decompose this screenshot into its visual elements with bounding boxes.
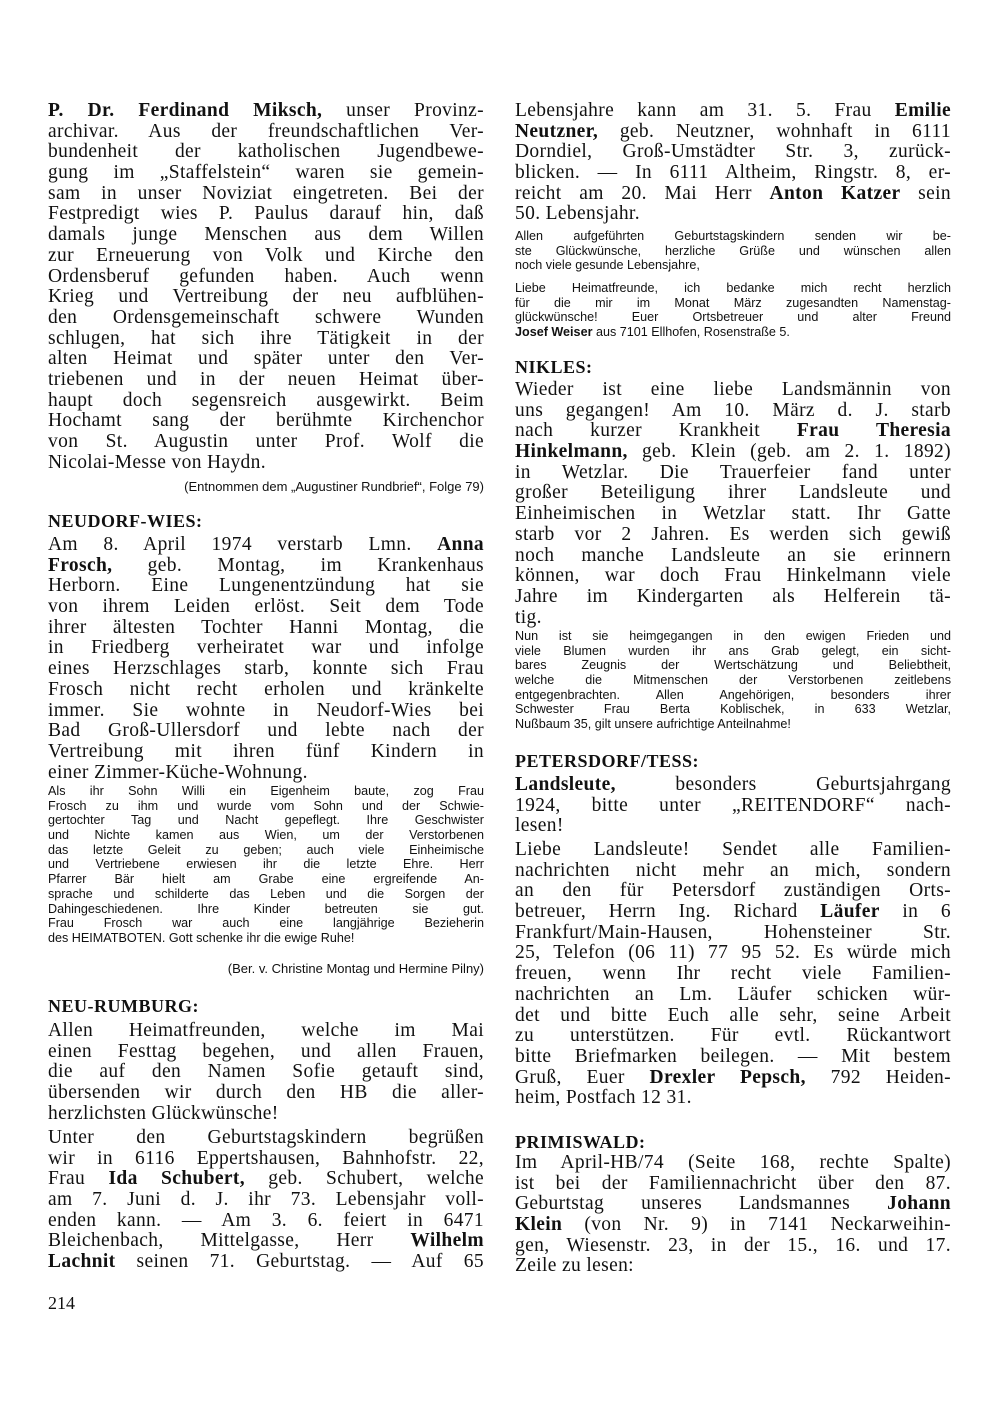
text-segment: blicken. — In 6111 Altheim, Ringstr. 8, er- — [515, 163, 951, 184]
text-segment: zu unterstützen. Für evtl. Rückantwort — [515, 1026, 951, 1047]
text-segment: an den für Petersdorf zuständigen Orts- — [515, 881, 951, 902]
bold-name: Neutzner, — [515, 121, 599, 142]
text-segment: alten Heimat und später unter den Ver- — [48, 349, 484, 370]
text-line — [48, 1128, 484, 1149]
text-segment: lesen! — [515, 816, 564, 837]
text-segment: Herborn. Eine Lungenentzündung hat sie — [48, 576, 484, 597]
text-segment: in Friedberg verheiratet war und infolge — [48, 638, 484, 659]
text-segment: enden kann. — Am 3. 6. feiert in 6471 — [48, 1210, 484, 1231]
text-line — [48, 225, 484, 246]
text-segment: Geburtstag unseres Landsmannes — [515, 1194, 888, 1215]
text-segment: Liebe Heimatfreunde, ich bedanke mich recht herzlich — [515, 281, 951, 295]
text-segment: det und bitte Euch alle sehr, seine Arbeit — [515, 1005, 951, 1026]
nikles-small — [515, 629, 951, 732]
text-line — [48, 370, 484, 391]
bold-name: Drexler Pepsch, — [649, 1067, 806, 1088]
text-segment: triebenen und in der neuen Heimat über- — [48, 369, 484, 390]
bold-name: Josef Weiser — [515, 325, 593, 340]
text-line — [48, 411, 484, 432]
text-segment: haupt doch segensreich ausgewirkt. Beim — [48, 390, 484, 411]
text-line — [48, 902, 484, 917]
text-line — [48, 1021, 484, 1042]
text-line — [48, 961, 484, 977]
text-segment: ste Glückwünsche, herzliche Grüße und wünschen allen — [515, 243, 951, 258]
text-line — [515, 644, 951, 659]
text-line — [515, 229, 951, 244]
text-segment: die auf den Namen Sofie getauft sind, — [48, 1062, 484, 1083]
text-segment: Frosch zu ihm und wurde vom Sohn und der Schwie- — [48, 798, 484, 813]
text-line — [48, 1169, 484, 1190]
text-segment: 1924, bitte unter „REITENDORF“ nach- — [515, 795, 951, 816]
text-line — [515, 775, 951, 796]
text-line — [48, 479, 484, 495]
text-segment: Lebensjahre kann am 31. 5. Frau — [515, 101, 895, 121]
text-line — [48, 163, 484, 184]
bold-name: Lachnit — [48, 1252, 116, 1273]
text-line — [48, 267, 484, 288]
text-segment: des HEIMATBOTEN. Gott schenke ihr die ewige Ruhe! — [48, 930, 355, 945]
bold-name: Läufer — [820, 902, 880, 923]
text-line — [48, 1190, 484, 1211]
text-line — [515, 796, 951, 817]
text-segment: wir in 6116 Eppertshausen, Bahnhofstr. 22, — [48, 1148, 484, 1169]
text-segment: Frankfurt/Main-Hausen, Hohensteiner Str. — [515, 922, 951, 943]
text-segment: noch manche Landsleute an sie erinnern — [515, 545, 951, 566]
text-line — [515, 101, 951, 122]
text-line — [48, 1149, 484, 1170]
text-line — [515, 688, 951, 703]
text-line — [48, 287, 484, 308]
text-line — [515, 1088, 951, 1109]
text-segment: PETERSDORF/TESS: — [515, 751, 700, 771]
text-segment: Wieder ist eine liebe Landsmännin von — [515, 380, 951, 400]
text-segment: Im April-HB/74 (Seite 168, rechte Spalte) — [515, 1153, 951, 1173]
text-line — [515, 881, 951, 902]
text-line — [515, 750, 951, 772]
bold-name: Klein — [515, 1215, 563, 1236]
text-line — [515, 923, 951, 944]
rumburg-small-2 — [515, 281, 951, 340]
text-line — [48, 931, 484, 946]
text-segment: 792 Heiden- — [805, 1067, 951, 1088]
text-line — [515, 816, 951, 837]
text-line — [48, 329, 484, 350]
neudorf-source — [48, 961, 484, 977]
text-segment: Bad Groß-Ullersdorf und lebte nach der — [48, 721, 484, 742]
text-segment: sam in unser Noviziat eingetreten. Bei der — [48, 183, 484, 204]
text-line — [48, 1231, 484, 1252]
text-line — [515, 608, 951, 629]
text-line — [48, 887, 484, 902]
text-line — [48, 763, 484, 784]
text-segment: bitte Briefmarken beilegen. — Mit bestem — [515, 1046, 951, 1067]
text-line — [515, 658, 951, 673]
text-segment: damals junge Menschen aus dem Willen — [48, 225, 484, 246]
text-line — [515, 325, 951, 340]
rumburg-text-3 — [515, 101, 951, 225]
text-line — [48, 828, 484, 843]
text-segment: übersenden wir durch den HB die aller- — [48, 1083, 484, 1104]
text-segment: schlugen, hat sich ihre Tätigkeit in der — [48, 328, 484, 349]
text-segment: freuen, wenn Ihr recht viele Familien- — [515, 964, 951, 985]
text-segment: Nicolai-Messe von Haydn. — [48, 452, 266, 473]
text-segment: 50. Lebensjahr. — [515, 204, 640, 225]
text-line — [48, 1211, 484, 1232]
text-line — [515, 1026, 951, 1047]
heading-neu-rumburg — [48, 995, 484, 1017]
text-line — [48, 510, 484, 532]
text-line — [48, 184, 484, 205]
text-line — [48, 101, 484, 122]
petersdorf-text-1 — [515, 775, 951, 837]
text-segment: Am 8. April 1974 verstarb Lmn. — [48, 535, 438, 555]
text-line — [48, 784, 484, 799]
heading-nikles — [515, 356, 951, 378]
text-line — [515, 587, 951, 608]
text-segment: PRIMISWALD: — [515, 1132, 646, 1152]
text-segment: Als ihr Sohn Willi ein Eigenheim baute, zog Frau — [48, 784, 484, 798]
text-segment: heim, Postfach 12 31. — [515, 1088, 692, 1109]
bold-name: Ida Schubert, — [108, 1169, 245, 1190]
rumburg-text-2 — [48, 1128, 484, 1273]
text-segment: Nun ist sie heimgegangen in den ewigen Frieden und — [515, 629, 951, 643]
text-segment: eines Herzschlages starb, konnte sich Frau — [48, 659, 484, 680]
text-line — [515, 964, 951, 985]
text-segment: reicht am 20. Mai Herr — [515, 183, 770, 204]
text-line — [48, 813, 484, 828]
heading-primiswald — [515, 1131, 951, 1153]
text-line — [515, 204, 951, 225]
text-segment: Jahre im Kindergarten als Helferein tä- — [515, 586, 951, 607]
text-segment: entgegenbrachten. Allen Angehörigen, besonders ihrer — [515, 687, 951, 702]
text-line — [515, 985, 951, 1006]
text-line — [515, 1215, 951, 1236]
miksch-source — [48, 479, 484, 495]
text-segment: können, war doch Frau Hinkelmann viele — [515, 566, 951, 587]
text-segment: ihrer ältesten Tochter Hanni Montag, die — [48, 617, 484, 638]
bold-name: Frau Theresia — [796, 421, 951, 442]
text-line — [515, 943, 951, 964]
text-segment: archivar. Aus der freundschaftlichen Ver- — [48, 121, 484, 142]
text-line — [48, 843, 484, 858]
text-line — [48, 204, 484, 225]
text-line — [515, 244, 951, 259]
text-segment: tig. — [515, 607, 542, 628]
text-segment: gertochter Tag und Nacht gepeflegt. Ihre Geschwister — [48, 813, 484, 828]
bold-name: Emilie — [894, 101, 951, 121]
text-line — [515, 281, 951, 296]
text-segment: Einheimischen in Wetzlar statt. Ihr Gatte — [515, 504, 951, 525]
text-line — [48, 308, 484, 329]
text-segment: (Entnommen dem „Augustiner Rundbrief“, Folge 79) — [184, 479, 484, 494]
text-line — [515, 142, 951, 163]
text-line — [515, 840, 951, 861]
text-segment: Nußbaum 35, gilt unsere aufrichtige Anteilnahme! — [515, 717, 791, 732]
text-segment: uns gegangen! Am 10. März d. J. starb — [515, 400, 951, 421]
text-line — [48, 122, 484, 143]
text-line — [48, 742, 484, 763]
text-line — [48, 576, 484, 597]
text-line — [48, 857, 484, 872]
text-segment: nachrichten an Lm. Läufer schicken wür- — [515, 984, 951, 1005]
text-line — [515, 1153, 951, 1174]
text-line — [515, 421, 951, 442]
bold-name: Anton Katzer — [769, 183, 901, 204]
text-segment: geb. Schubert, welche — [244, 1169, 484, 1190]
text-segment: Pfarrer Bär hielt am Grabe eine ergreifende An- — [48, 872, 484, 887]
text-line — [515, 861, 951, 882]
text-segment: Ordensberuf gefunden haben. Auch wenn — [48, 266, 484, 287]
bold-name: P. Dr. Ferdinand Miksch, — [48, 101, 323, 121]
text-segment: geb. Montag, im Krankenhaus — [112, 555, 484, 576]
miksch-text — [48, 101, 484, 473]
text-segment: einen Festtag begehen, und allen Frauen, — [48, 1041, 484, 1062]
text-segment: Bleichenbach, Mittelgasse, Herr — [48, 1231, 411, 1252]
text-line — [48, 142, 484, 163]
text-line — [48, 799, 484, 814]
text-line — [515, 380, 951, 401]
text-segment: noch viele gesunde Lebensjahre, — [515, 258, 700, 273]
text-line — [515, 1236, 951, 1257]
text-segment: Unter den Geburtstagskindern begrüßen — [48, 1128, 484, 1148]
text-line — [48, 659, 484, 680]
text-segment: glückwünsche! Euer Ortsbetreuer und alter Freund — [515, 310, 951, 325]
text-line — [48, 1104, 484, 1125]
text-segment: Frosch nicht recht erholen und kränkelte — [48, 679, 484, 700]
text-line — [515, 296, 951, 311]
text-line — [48, 391, 484, 412]
nikles-text — [515, 380, 951, 628]
bold-name: Landsleute, — [515, 775, 616, 795]
text-line — [48, 246, 484, 267]
text-segment: und Vertriebene erwiesen ihr die letzte Ehre. Herr — [48, 857, 484, 872]
text-segment: betreuer, Herrn Ing. Richard — [515, 902, 821, 923]
text-segment: den Ordensgemeinschaft schwere Wunden — [48, 307, 484, 328]
text-segment: Zeile zu lesen: — [515, 1256, 634, 1277]
text-segment: geb. Neutzner, wohnhaft in 6111 — [598, 121, 951, 142]
text-segment: bares Zeugnis der Wertschätzung und Beliebtheit, — [515, 658, 951, 673]
text-segment: NIKLES: — [515, 357, 593, 377]
text-segment: sein — [900, 183, 951, 204]
bold-name: Johann — [887, 1194, 951, 1215]
text-line — [48, 701, 484, 722]
text-line — [48, 1083, 484, 1104]
text-line — [48, 1252, 484, 1273]
text-segment: bundenheit der katholischen Jugendbewe- — [48, 142, 484, 163]
primiswald-text — [515, 1153, 951, 1277]
text-line — [515, 1174, 951, 1195]
text-segment: besonders Geburtsjahrgang — [615, 775, 951, 795]
text-segment: sprache und schilderte das Leben und die Sorgen der — [48, 886, 484, 901]
neudorf-small — [48, 784, 484, 946]
bold-name: Wilhelm — [410, 1231, 484, 1252]
text-segment: viele Blumen wurden ihr ans Grab gelegt, ein sicht- — [515, 643, 951, 658]
text-line — [515, 483, 951, 504]
text-line — [48, 638, 484, 659]
text-segment: Gruß, Euer — [515, 1067, 650, 1088]
text-segment: Liebe Landsleute! Sendet alle Familien- — [515, 840, 951, 860]
text-line — [48, 349, 484, 370]
text-line — [48, 556, 484, 577]
text-line — [48, 916, 484, 931]
text-line — [48, 1062, 484, 1083]
text-line — [515, 629, 951, 644]
text-segment: aus 7101 Ellhofen, Rosenstraße 5. — [592, 325, 790, 340]
text-segment: Dahingeschiedenen. Ihre Kinder betreuten sie gut. — [48, 901, 484, 916]
text-segment: NEU-RUMBURG: — [48, 996, 199, 1016]
heading-petersdorf-tess — [515, 750, 951, 772]
text-line — [48, 995, 484, 1017]
text-line — [48, 680, 484, 701]
text-segment: starb vor 2 Jahren. Es werden sich gewiß — [515, 524, 951, 545]
text-segment: für die mir im Monat März zugesandten Namenstag- — [515, 295, 951, 310]
text-segment: Allen Heimatfreunden, welche im Mai — [48, 1021, 484, 1041]
text-line — [515, 504, 951, 525]
text-line — [515, 902, 951, 923]
text-line — [515, 1131, 951, 1153]
text-line — [48, 535, 484, 556]
text-segment: in 6 — [879, 902, 951, 923]
text-segment: nach kurzer Krankheit — [515, 421, 797, 442]
text-segment: von St. Augustin unter Prof. Wolf die — [48, 432, 484, 452]
text-line — [48, 432, 484, 453]
text-line — [515, 717, 951, 732]
text-line — [515, 1006, 951, 1027]
text-line — [515, 566, 951, 587]
text-line — [48, 872, 484, 887]
text-line — [48, 618, 484, 639]
text-segment: und Nichte kamen aus Wien, um der Verstorbenen — [48, 828, 484, 843]
text-segment: einer Zimmer-Küche-Wohnung. — [48, 762, 308, 783]
rumburg-text-1 — [48, 1021, 484, 1124]
text-line — [515, 525, 951, 546]
text-segment: Schwester Frau Berta Koblischek, in 633 Wetzlar, — [515, 702, 951, 717]
text-line — [515, 258, 951, 273]
text-line — [515, 356, 951, 378]
text-segment: Dorndiel, Groß-Umstädter Str. 3, zurück- — [515, 142, 951, 163]
text-line — [48, 453, 484, 474]
text-line — [515, 184, 951, 205]
text-segment: Krieg und Vertreibung der neu aufblühen- — [48, 287, 484, 308]
text-line — [515, 702, 951, 717]
heading-neudorf-wies — [48, 510, 484, 532]
text-line — [515, 1047, 951, 1068]
text-segment: (von Nr. 9) in 7141 Neckarweihin- — [562, 1215, 951, 1236]
bold-name: Hinkelmann, — [515, 442, 628, 463]
bold-name: Frosch, — [48, 555, 113, 576]
text-line — [515, 1256, 951, 1277]
text-segment: am 7. Juni d. J. ihr 73. Lebensjahr voll- — [48, 1190, 484, 1211]
text-segment: Allen aufgeführten Geburtstagskindern senden wir be- — [515, 229, 951, 243]
text-segment: unser Provinz- — [322, 101, 484, 121]
text-line — [515, 673, 951, 688]
text-line — [48, 597, 484, 618]
text-segment: Vertreibung mit ihren fünf Kindern in — [48, 741, 484, 762]
text-segment: von ihrem Leiden erlöst. Seit dem Tode — [48, 597, 484, 618]
text-segment: seinen 71. Geburtstag. — Auf 65 — [115, 1252, 484, 1273]
text-line — [48, 1042, 484, 1063]
text-segment: gen, Wiesenstr. 23, in der 15., 16. und 17. — [515, 1235, 951, 1256]
text-segment: großer Beteiligung ihrer Landsleute und — [515, 483, 951, 504]
text-segment: welche die Mitmenschen der Verstorbenen zeitlebens — [515, 673, 951, 688]
text-line — [515, 1068, 951, 1089]
text-segment: Frau — [48, 1169, 109, 1190]
petersdorf-text-2 — [515, 840, 951, 1109]
text-segment: immer. Sie wohnte in Neudorf-Wies bei — [48, 700, 484, 721]
text-segment: gung im „Staffelstein“ waren sie gemein- — [48, 163, 484, 184]
text-segment: nachrichten nicht mehr an mich, sondern — [515, 860, 951, 881]
text-line — [515, 310, 951, 325]
text-segment: NEUDORF-WIES: — [48, 511, 203, 531]
text-segment: Festpredigt wies P. Paulus darauf hin, daß — [48, 204, 484, 225]
text-line — [48, 721, 484, 742]
bold-name: Anna — [437, 535, 484, 555]
text-line — [515, 463, 951, 484]
text-line — [515, 546, 951, 567]
text-segment: geb. Klein (geb. am 2. 1. 1892) — [627, 442, 951, 463]
text-segment: (Ber. v. Christine Montag und Hermine Pilny) — [227, 961, 484, 976]
text-segment: ist bei der Familiennachricht über den 87. — [515, 1173, 951, 1194]
neudorf-text — [48, 535, 484, 783]
text-segment: 25, Telefon (06 11) 77 95 52. Es würde mich — [515, 943, 951, 964]
text-segment: Hochamt sang der berühmte Kirchenchor — [48, 411, 484, 432]
text-line — [515, 442, 951, 463]
text-segment: herzlichsten Glückwünsche! — [48, 1103, 279, 1124]
text-segment: das letzte Geleit zu geben; auch viele Einheimische — [48, 842, 484, 857]
text-segment: zur Erneuerung von Volk und Kirche den — [48, 245, 484, 266]
text-line — [515, 401, 951, 422]
text-line — [515, 1194, 951, 1215]
text-line — [515, 122, 951, 143]
text-segment: in Wetzlar. Die Trauerfeier fand unter — [515, 462, 951, 483]
text-line — [515, 163, 951, 184]
page-number: 214 — [48, 1293, 75, 1313]
text-segment: Frau Frosch war auch eine langjährige Bezieherin — [48, 916, 484, 931]
rumburg-small-1 — [515, 229, 951, 273]
